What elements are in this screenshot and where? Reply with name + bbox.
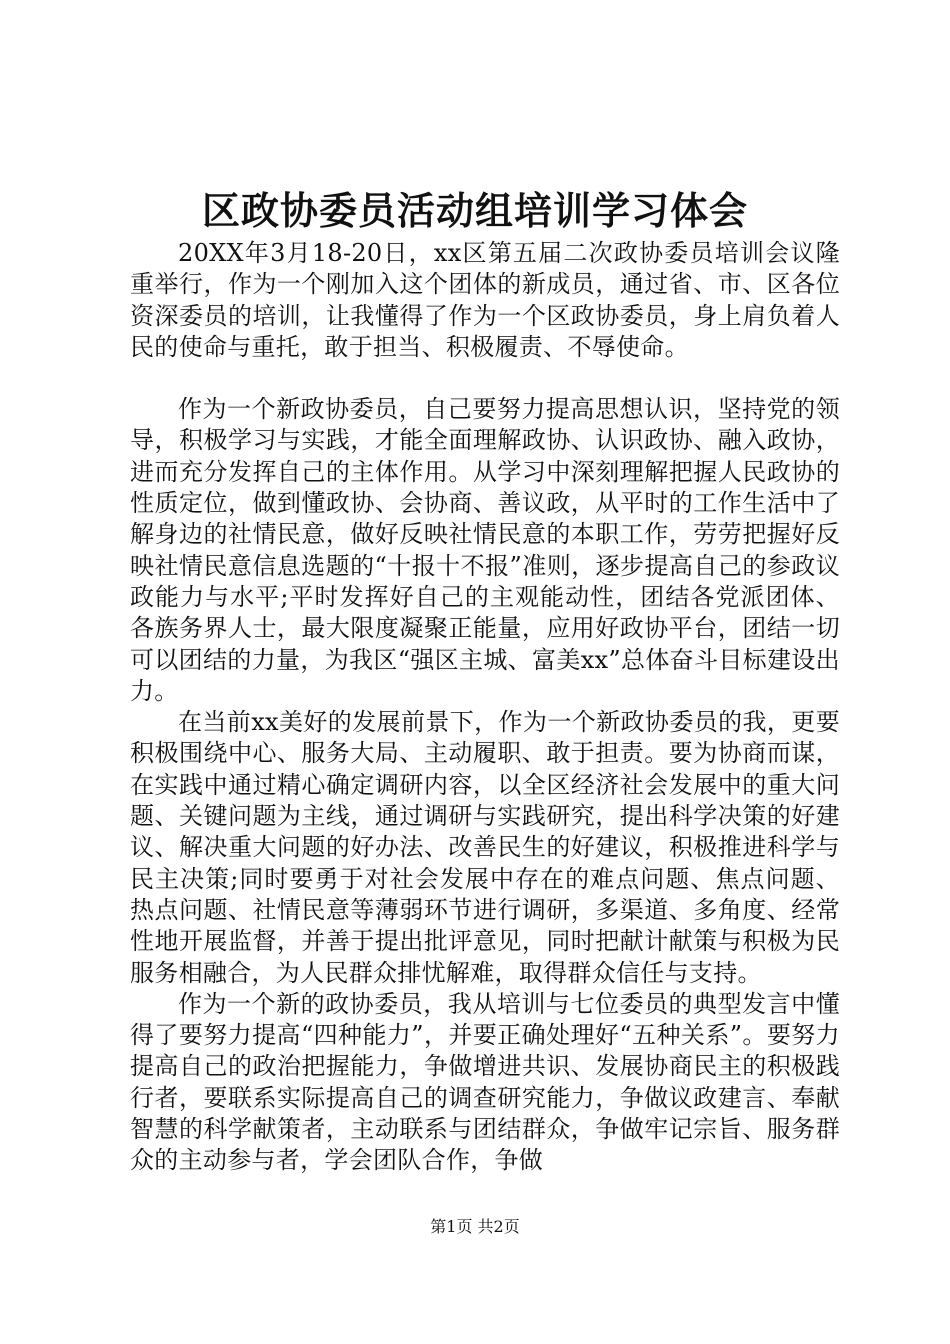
- document-title: 区政协委员活动组培训学习体会: [201, 188, 748, 233]
- page-number: 第1页: [430, 1217, 473, 1236]
- paragraph-3: 在当前xx美好的发展前景下，作为一个新政协委员的我，更要积极围绕中心、服务大局、主动履职、敢于担责。要为协商而谋，在实践中通过精心确定调研内容，以全区经济社会发展中的重大问题、关键问题为主线，通过调研与实践研究，提出科学决策的好建议、解决重大问题的好办法、改善民生的好建议，积极推进科学与民主决策;同时要勇于对社会发展中存在的难点问题、焦点问题、热点问题、社情民意等薄弱环节进行调研，多渠道、多角度、经常性地开展监督，并善于提出批评意见，同时把献计献策与积极为民服务相融合，为人民群众排忧解难，取得群众信任与支持。: [130, 708, 840, 987]
- page-footer: [0, 1216, 950, 1238]
- paragraph-4: 作为一个新的政协委员，我从培训与七位委员的典型发言中懂得了要努力提高“四种能力”，并要正确处理好“五种关系”。要努力提高自己的政治把握能力，争做增进共识、发展协商民主的积极践行者，要联系实际提高自己的调查研究能力，争做议政建言、奉献智慧的科学献策者，主动联系与团结群众，争做牢记宗旨、服务群众的主动参与者，学会团队合作，争做: [130, 989, 840, 1175]
- document-body: [130, 238, 840, 1177]
- page-total: 共2页: [477, 1217, 520, 1236]
- paragraph-1: 20XX年3月18-20日，xx区第五届二次政协委员培训会议隆重举行，作为一个刚加入这个团体的新成员，通过省、市、区各位资深委员的培训，让我懂得了作为一个区政协委员，身上肩负着人民的使命与重托，敢于担当、积极履责、不辱使命。: [130, 239, 840, 361]
- paragraph-2: 作为一个新政协委员，自己要努力提高思想认识，坚持党的领导，积极学习与实践，才能全面理解政协、认识政协、融入政协，进而充分发挥自己的主体作用。从学习中深刻理解把握人民政协的性质定位，做到懂政协、会协商、善议政，从平时的工作生活中了解身边的社情民意，做好反映社情民意的本职工作，劳劳把握好反映社情民意信息选题的“十报十不报”准则，逐步提高自己的参政议政能力与水平;平时发挥好自己的主观能动性，团结各党派团体、各族务界人士，最大限度凝聚正能量，应用好政协平台，团结一切可以团结的力量，为我区“强区主城、富美xx”总体奋斗目标建设出力。: [130, 395, 840, 705]
